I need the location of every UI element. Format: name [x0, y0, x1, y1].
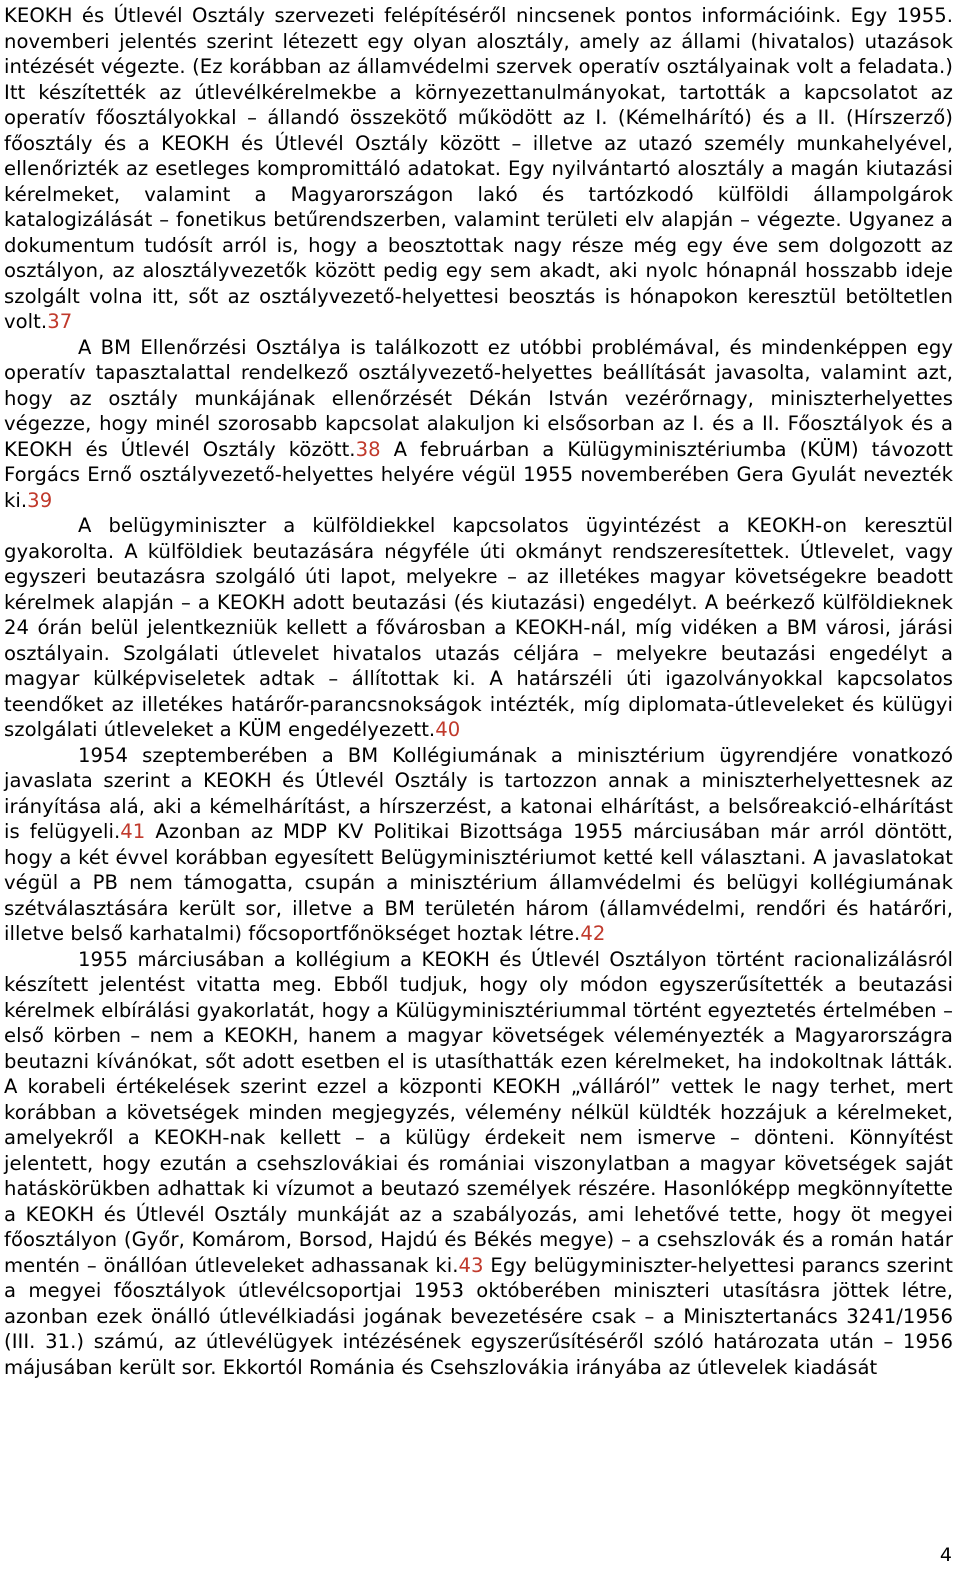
footnote-ref: 41: [120, 820, 146, 843]
paragraph-text: A belügyminiszter a külföldiekkel kapcsolatos ügyintézést a KEOKH-on keresztül gyakorolta. A külföldiek beutazására négyféle úti okmányt rendszeresítettek. Útlevelet, vagy egyszeri beutazásra szolgáló úti lapot, melyekre – az illetékes magyar követségekre beadott kérelmek alapján – a KEOKH adott beutazási (és kiutazási) engedélyt. A beérkező külföldieknek 24 órán belül jelentkezniük kellett a fővárosban a KEOKH-nál, míg vidéken a BM városi, járási osztályain. Szolgálati útlevelet hivatalos utazás céljára – melyekre beutazási engedélyt a magyar külképviseletek adtak – állítottak ki. A határszéli úti igazolványokkal kapcsolatos teendőket az illetékes határőr-parancsnokságok intézték, míg diplomata-útleveleket és külügyi szolgálati útleveleket a KÜM engedélyezett.: [4, 514, 953, 741]
paragraph: [4, 335, 953, 514]
footnote-ref: 38: [355, 437, 381, 461]
page-number: 4: [939, 1544, 952, 1566]
document-body: [4, 0, 953, 1380]
paragraph-text: 1954 szeptemberében a BM Kollégiumának a minisztérium ügyrendjére vonatkozó javaslata szerint a KEOKH és Útlevél Osztály is tartozzon annak a miniszterhelyettesnek az irányítása alá, aki a kémelhárítást, a hírszerzést, a katonai elhárítást, a belsőreakció-elhárítást is felügyeli.: [4, 743, 953, 843]
paragraph: [4, 947, 953, 1381]
footnote-ref: 37: [47, 310, 73, 333]
paragraph: [4, 513, 953, 743]
footnote-ref: 39: [27, 488, 53, 512]
paragraph: [4, 3, 953, 335]
footnote-ref: 43: [458, 1253, 484, 1277]
paragraph-text: 1955 márciusában a kollégium a KEOKH és Útlevél Osztályon történt racionalizálásról készített jelentést vitatta meg. Ebből tudjuk, hogy oly módon egyszerűsítették a beutazási kérelmek elbírálási gyakorlatát, hogy a Külügyminisztériummal történt egyeztetés értelmében – első körben – nem a KEOKH, hanem a magyar követségek véleményezték a Magyarországra beutazni kívánókat, sőt adott esetben el is utasíthatták ezen kérelmeket, ha indokoltnak látták. A korabeli értékelések szerint ezzel a központi KEOKH „válláról” vettek le nagy terhet, mert korábban a követségek minden megjegyzés, vélemény nélkül küldték hozzájuk a kérelmeket, amelyekről a KEOKH-nak kellett – a külügy érdekeit nem ismerve – dönteni. Könnyítést jelentett, hogy ezután a csehszlovákiai és romániai viszonylatban a magyar követségek saját hatáskörükben adhattak ki vízumot a beutazó személyek részére. Hasonlóképp megkönnyítette a KEOKH és Útlevél Osztály munkáját az a szabályozás, ami lehetővé tette, hogy öt megyei főosztályon (Győr, Komárom, Borsod, Hajdú és Békés megye) – a csehszlovák és a román határ mentén – önállóan útleveleket adhassanak ki.: [4, 947, 953, 1277]
paragraph-text: KEOKH és Útlevél Osztály szervezeti felépítéséről nincsenek pontos információink. Egy 1955. novemberi jelentés szerint létezett egy olyan alosztály, amely az állami (hivatalos) utazások intézését végezte. (Ez korábban az államvédelmi szervek operatív osztályainak volt a feladata.) Itt készítették az útlevélkérelmekbe a környezettanulmányokat, tartották a kapcsolatot az operatív főosztályokkal – állandó összekötő működött az I. (Kémelhárító) és a II. (Hírszerző) főosztály és a KEOKH és Útlevél Osztály között – illetve az utazó személy munkahelyével, ellenőrizték az esetleges kompromittáló adatokat. Egy nyilvántartó alosztály a magán kiutazási kérelmeket, valamint a Magyarországon lakó és tartózkodó külföldi állampolgárok katalogizálását – fonetikus betűrendszerben, valamint területi elv alapján – végezte. Ugyanez a dokumentum tudósít arról is, hogy a beosztottak nagy része még egy éve sem dolgozott az osztályon, az alosztályvezetők között pedig egy sem akadt, aki nyolc hónapnál hosszabb ideje szolgált volna itt, sőt az osztályvezető-helyettesi beosztás is hónapokon keresztül betöltetlen volt.: [4, 4, 953, 333]
paragraph-text: A BM Ellenőrzési Osztálya is találkozott ez utóbbi problémával, és mindenképpen egy operatív tapasztalattal rendelkező osztályvezető-helyettes beállítását javasolta, valamint azt, hogy az osztály munkájának ellenőrzését Dékán István vezérőrnagy, miniszterhelyettes végezze, hogy minél szorosabb kapcsolat alakuljon ki elsősorban az I. és a II. Főosztályok és a KEOKH és Útlevél Osztály között.: [4, 335, 953, 461]
footnote-ref: 40: [435, 718, 461, 741]
paragraph-text: Azonban az MDP KV Politikai Bizottsága 1955 márciusában már arról döntött, hogy a két évvel korábban egyesített Belügyminisztériumot ketté kell választani. A javaslatokat végül a PB nem támogatta, csupán a minisztérium államvédelmi és belügyi kollégiumának szétválasztására került sor, illetve a BM területén három (államvédelmi, rendőri és határőri, illetve belső karhatalmi) főcsoportfőnökséget hoztak létre.: [4, 820, 953, 945]
paragraph-text: A februárban a Külügyminisztériumba (KÜM) távozott Forgács Ernő osztályvezető-helyettes helyére végül 1955 novemberében Gera Gyulát nevezték ki.: [4, 437, 953, 512]
footnote-ref: 42: [580, 922, 606, 945]
paragraph: [4, 743, 953, 947]
paragraph-text: Egy belügyminiszter-helyettesi parancs szerint a megyei főosztályok útlevélcsoportjai 1953 októberében miniszteri utasításra jöttek létre, azonban ezek önálló útlevélkiadási jogának bevezetésére csak – a Minisztertanács 3241/1956 (III. 31.) számú, az útlevélügyek intézésének egyszerűsítéséről szóló határozata után – 1956 májusában került sor. Ekkortól Románia és Csehszlovákia irányába az útlevelek kiadását: [4, 1253, 953, 1379]
